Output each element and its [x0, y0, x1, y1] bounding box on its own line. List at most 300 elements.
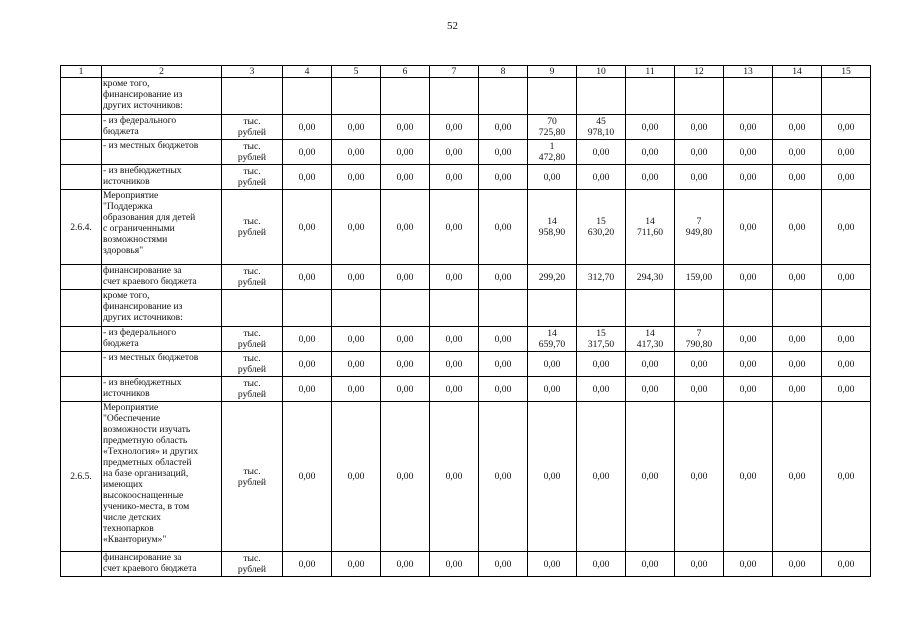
- value-line: 725,80: [538, 127, 566, 138]
- row-name-line: имеющих: [103, 479, 143, 490]
- value-cell: [724, 352, 773, 377]
- row-unit-line: рублей: [237, 364, 267, 375]
- value-cell: [626, 115, 675, 140]
- value-cell: [724, 377, 773, 402]
- value-line: 958,90: [538, 227, 566, 238]
- value-cell: [724, 290, 773, 327]
- row-code: [61, 290, 102, 327]
- value-cell: [724, 78, 773, 115]
- row-code: [61, 327, 102, 352]
- row-code: [61, 265, 102, 290]
- value-line: 0,00: [494, 333, 512, 345]
- value-cell: [332, 377, 381, 402]
- row-name-line: ученико-места, в том: [103, 501, 190, 512]
- row-name-line: кроме того,: [103, 290, 150, 301]
- row-name-line: высокооснащенные: [103, 490, 184, 501]
- value-cell: [626, 352, 675, 377]
- value-line: 0,00: [739, 146, 757, 158]
- value-line: 0,00: [445, 383, 463, 395]
- table-row: [61, 78, 871, 115]
- value-line: 0,00: [641, 558, 659, 570]
- row-name-line: предметных областей: [103, 457, 192, 468]
- value-cell: [577, 78, 626, 115]
- value-cell: [675, 352, 724, 377]
- value-line: 0,00: [788, 358, 806, 370]
- value-line: 14: [645, 216, 655, 227]
- row-name: [102, 265, 222, 290]
- row-unit: [222, 352, 283, 377]
- value-line: 0,00: [837, 358, 855, 370]
- value-line: 0,00: [837, 383, 855, 395]
- value-cell: [381, 352, 430, 377]
- value-cell: [479, 165, 528, 190]
- value-cell: [479, 265, 528, 290]
- value-cell: [773, 140, 822, 165]
- value-line: 0,00: [788, 146, 806, 158]
- value-cell: [332, 78, 381, 115]
- value-cell: [381, 115, 430, 140]
- row-name-line: возможности изучать: [103, 424, 191, 435]
- value-cell: [724, 190, 773, 265]
- value-cell: [675, 115, 724, 140]
- column-header: 12: [675, 66, 724, 78]
- value-cell: [577, 402, 626, 552]
- value-cell: [332, 327, 381, 352]
- row-name-line: - из федерального: [103, 115, 177, 126]
- value-cell: [577, 165, 626, 190]
- value-line: 0,00: [347, 146, 365, 158]
- value-cell: [822, 165, 871, 190]
- value-line: 0,00: [494, 358, 512, 370]
- value-cell: [381, 190, 430, 265]
- value-cell: [822, 402, 871, 552]
- value-cell: [528, 290, 577, 327]
- value-line: 0,00: [837, 146, 855, 158]
- value-cell: [283, 115, 332, 140]
- value-line: 0,00: [445, 221, 463, 233]
- row-code: [61, 140, 102, 165]
- row-name: [102, 190, 222, 265]
- value-cell: [675, 327, 724, 352]
- table-row: [61, 327, 871, 352]
- value-line: 0,00: [298, 146, 316, 158]
- value-line: 0,00: [494, 271, 512, 283]
- value-line: 0,00: [445, 121, 463, 133]
- value-line: 0,00: [690, 171, 708, 183]
- value-line: 0,00: [739, 383, 757, 395]
- value-line: 0,00: [396, 121, 414, 133]
- value-cell: [528, 115, 577, 140]
- value-cell: [675, 552, 724, 577]
- row-unit-line: рублей: [237, 339, 267, 350]
- column-header: 14: [773, 66, 822, 78]
- value-cell: [283, 552, 332, 577]
- value-cell: [528, 377, 577, 402]
- value-line: 0,00: [788, 558, 806, 570]
- row-unit: [222, 165, 283, 190]
- row-name-line: других источников:: [103, 312, 183, 323]
- value-cell: [773, 402, 822, 552]
- value-cell: [675, 265, 724, 290]
- value-line: 0,00: [396, 471, 414, 482]
- row-name-line: бюджета: [103, 338, 139, 349]
- value-line: 0,00: [739, 471, 757, 482]
- row-unit: [222, 552, 283, 577]
- column-header: 2: [102, 66, 222, 78]
- value-cell: [773, 265, 822, 290]
- value-cell: [479, 78, 528, 115]
- value-cell: [724, 552, 773, 577]
- row-name: [102, 402, 222, 552]
- value-cell: [822, 78, 871, 115]
- value-cell: [675, 165, 724, 190]
- table-row: [61, 140, 871, 165]
- value-line: 15: [596, 328, 606, 339]
- value-line: 0,00: [641, 121, 659, 133]
- value-cell: [381, 290, 430, 327]
- value-cell: [773, 78, 822, 115]
- value-line: 0,00: [690, 383, 708, 395]
- value-line: 0,00: [837, 471, 855, 482]
- value-cell: [773, 115, 822, 140]
- value-cell: [822, 290, 871, 327]
- value-cell: [822, 115, 871, 140]
- column-header: 10: [577, 66, 626, 78]
- value-cell: [332, 352, 381, 377]
- row-unit-line: рублей: [237, 564, 267, 575]
- row-unit-line: рублей: [237, 177, 267, 188]
- table-row: [61, 352, 871, 377]
- row-code: [61, 78, 102, 115]
- value-line: 0,00: [739, 358, 757, 370]
- row-name-line: с ограниченными: [103, 223, 175, 234]
- value-line: 0,00: [445, 333, 463, 345]
- value-line: 0,00: [739, 171, 757, 183]
- value-line: 0,00: [788, 333, 806, 345]
- value-cell: [773, 165, 822, 190]
- value-cell: [577, 327, 626, 352]
- value-line: 0,00: [298, 221, 316, 233]
- value-cell: [773, 190, 822, 265]
- value-cell: [381, 78, 430, 115]
- value-line: 0,00: [739, 121, 757, 133]
- row-name-line: источников: [103, 388, 150, 399]
- row-unit-line: рублей: [237, 389, 267, 400]
- value-cell: [528, 265, 577, 290]
- value-cell: [430, 190, 479, 265]
- value-cell: [626, 402, 675, 552]
- row-unit: [222, 115, 283, 140]
- row-unit: [222, 140, 283, 165]
- value-line: 0,00: [837, 171, 855, 183]
- value-line: 0,00: [788, 271, 806, 283]
- value-cell: [822, 377, 871, 402]
- row-code: [61, 115, 102, 140]
- column-header: 5: [332, 66, 381, 78]
- value-line: 0,00: [788, 171, 806, 183]
- row-name: [102, 78, 222, 115]
- value-line: 0,00: [788, 383, 806, 395]
- value-cell: [773, 352, 822, 377]
- value-line: 0,00: [837, 333, 855, 345]
- value-line: 630,20: [587, 227, 615, 238]
- row-unit-line: рублей: [237, 476, 267, 488]
- value-line: 0,00: [347, 121, 365, 133]
- row-unit-line: тыс.: [243, 353, 261, 364]
- row-name-line: финансирование за: [103, 552, 182, 563]
- value-cell: [381, 552, 430, 577]
- value-cell: [724, 265, 773, 290]
- row-name-line: - из внебюджетных: [103, 377, 182, 388]
- value-cell: [283, 165, 332, 190]
- value-line: 0,00: [641, 146, 659, 158]
- row-name-line: здоровья": [103, 245, 144, 256]
- value-cell: [675, 190, 724, 265]
- row-name-line: предметную область: [103, 435, 188, 446]
- row-name-line: Мероприятие: [103, 190, 159, 201]
- value-line: 0,00: [592, 146, 610, 158]
- value-line: 0,00: [592, 558, 610, 570]
- value-cell: [528, 327, 577, 352]
- row-name-line: счет краевого бюджета: [103, 276, 197, 287]
- value-cell: [577, 265, 626, 290]
- row-name-line: "Поддержка: [103, 201, 153, 212]
- value-line: 0,00: [739, 558, 757, 570]
- value-line: 0,00: [298, 558, 316, 570]
- row-name: [102, 377, 222, 402]
- value-line: 0,00: [592, 358, 610, 370]
- row-unit-line: рублей: [237, 127, 267, 138]
- value-cell: [479, 327, 528, 352]
- value-cell: [675, 377, 724, 402]
- value-line: 0,00: [543, 558, 561, 570]
- value-line: 0,00: [592, 471, 610, 482]
- row-name: [102, 327, 222, 352]
- value-cell: [479, 140, 528, 165]
- value-line: 14: [645, 328, 655, 339]
- value-line: 0,00: [298, 358, 316, 370]
- value-line: 0,00: [298, 333, 316, 345]
- value-cell: [283, 402, 332, 552]
- value-cell: [283, 327, 332, 352]
- value-cell: [773, 290, 822, 327]
- value-line: 0,00: [298, 383, 316, 395]
- value-cell: [332, 165, 381, 190]
- value-cell: [528, 552, 577, 577]
- value-line: 0,00: [592, 383, 610, 395]
- value-line: 312,70: [587, 271, 615, 283]
- value-line: 0,00: [690, 471, 708, 482]
- table-body: [61, 78, 871, 577]
- row-code: [61, 165, 102, 190]
- value-cell: [283, 190, 332, 265]
- value-line: 0,00: [347, 171, 365, 183]
- value-cell: [724, 327, 773, 352]
- value-line: 0,00: [739, 271, 757, 283]
- value-line: 0,00: [396, 558, 414, 570]
- value-line: 0,00: [396, 146, 414, 158]
- value-line: 0,00: [690, 358, 708, 370]
- value-cell: [430, 290, 479, 327]
- budget-table: [60, 65, 871, 577]
- row-name: [102, 290, 222, 327]
- value-cell: [528, 190, 577, 265]
- value-line: 0,00: [837, 121, 855, 133]
- row-code: [61, 377, 102, 402]
- value-cell: [773, 327, 822, 352]
- value-cell: [430, 115, 479, 140]
- value-cell: [626, 78, 675, 115]
- value-line: 299,20: [538, 271, 566, 283]
- value-line: 0,00: [641, 383, 659, 395]
- row-unit-line: тыс.: [243, 328, 261, 339]
- value-cell: [332, 115, 381, 140]
- value-cell: [479, 352, 528, 377]
- value-line: 0,00: [298, 171, 316, 183]
- header-row: [61, 66, 871, 78]
- value-cell: [822, 327, 871, 352]
- row-unit: [222, 290, 283, 327]
- row-unit: [222, 78, 283, 115]
- value-line: 0,00: [347, 271, 365, 283]
- value-cell: [577, 352, 626, 377]
- value-cell: [626, 552, 675, 577]
- value-line: 0,00: [641, 358, 659, 370]
- value-cell: [381, 327, 430, 352]
- value-cell: [332, 140, 381, 165]
- column-header: 1: [61, 66, 102, 78]
- row-name-line: «Технология» и других: [103, 446, 199, 457]
- value-cell: [626, 165, 675, 190]
- value-line: 472,80: [538, 152, 566, 163]
- value-cell: [283, 290, 332, 327]
- value-line: 0,00: [641, 171, 659, 183]
- value-cell: [283, 140, 332, 165]
- value-line: 0,00: [543, 358, 561, 370]
- row-name-line: счет краевого бюджета: [103, 563, 197, 574]
- value-cell: [381, 377, 430, 402]
- row-name: [102, 552, 222, 577]
- value-line: 0,00: [396, 271, 414, 283]
- row-name-line: бюджета: [103, 126, 139, 137]
- value-line: 317,50: [587, 339, 615, 350]
- value-cell: [626, 265, 675, 290]
- value-line: 711,60: [636, 227, 664, 238]
- column-header: 15: [822, 66, 871, 78]
- value-cell: [381, 265, 430, 290]
- value-line: 0,00: [494, 121, 512, 133]
- value-line: 790,80: [685, 339, 713, 350]
- value-cell: [626, 377, 675, 402]
- value-cell: [479, 552, 528, 577]
- value-cell: [430, 78, 479, 115]
- row-name-line: - из местных бюджетов: [103, 352, 199, 363]
- row-name-line: - из местных бюджетов: [103, 140, 199, 151]
- row-name-line: возможностями: [103, 234, 168, 245]
- value-line: 0,00: [690, 121, 708, 133]
- value-line: 0,00: [298, 121, 316, 133]
- table-row: [61, 115, 871, 140]
- value-cell: [528, 78, 577, 115]
- value-cell: [577, 377, 626, 402]
- column-header: 11: [626, 66, 675, 78]
- table-row: [61, 265, 871, 290]
- value-cell: [332, 190, 381, 265]
- row-name-line: «Кванториум»": [103, 534, 167, 545]
- row-name: [102, 352, 222, 377]
- value-line: 0,00: [739, 221, 757, 233]
- value-cell: [626, 290, 675, 327]
- row-name: [102, 115, 222, 140]
- value-cell: [430, 140, 479, 165]
- row-code: [61, 352, 102, 377]
- value-cell: [479, 115, 528, 140]
- value-line: 0,00: [396, 358, 414, 370]
- value-cell: [430, 352, 479, 377]
- value-cell: [283, 352, 332, 377]
- value-cell: [332, 402, 381, 552]
- value-cell: [430, 402, 479, 552]
- row-name-line: финансирование из: [103, 89, 183, 100]
- row-unit-line: тыс.: [243, 166, 261, 177]
- value-line: 0,00: [445, 558, 463, 570]
- value-cell: [724, 165, 773, 190]
- value-line: 0,00: [690, 146, 708, 158]
- row-name-line: образования для детей: [103, 212, 196, 223]
- row-name-line: Мероприятие: [103, 402, 159, 413]
- value-cell: [430, 165, 479, 190]
- row-name: [102, 140, 222, 165]
- value-line: 0,00: [347, 558, 365, 570]
- value-line: 0,00: [788, 471, 806, 482]
- value-cell: [577, 290, 626, 327]
- value-cell: [822, 352, 871, 377]
- value-cell: [332, 265, 381, 290]
- value-line: 0,00: [445, 171, 463, 183]
- page-number: 52: [447, 20, 458, 32]
- row-unit-line: рублей: [237, 152, 267, 163]
- value-cell: [479, 190, 528, 265]
- value-line: 0,00: [396, 383, 414, 395]
- value-cell: [577, 190, 626, 265]
- value-line: 0,00: [592, 171, 610, 183]
- value-cell: [479, 402, 528, 552]
- column-header: 8: [479, 66, 528, 78]
- row-name-line: "Обеспечение: [103, 413, 161, 424]
- column-header: 6: [381, 66, 430, 78]
- row-unit-line: тыс.: [243, 378, 261, 389]
- row-name-line: финансирование за: [103, 265, 182, 276]
- value-line: 0,00: [494, 471, 512, 482]
- value-cell: [822, 190, 871, 265]
- value-cell: [577, 115, 626, 140]
- value-line: 0,00: [543, 471, 561, 482]
- column-header: 13: [724, 66, 773, 78]
- row-unit-line: тыс.: [243, 141, 261, 152]
- value-cell: [430, 327, 479, 352]
- value-cell: [479, 377, 528, 402]
- value-cell: [675, 78, 724, 115]
- value-line: 0,00: [445, 471, 463, 482]
- value-line: 0,00: [837, 558, 855, 570]
- row-unit: [222, 190, 283, 265]
- row-unit: [222, 265, 283, 290]
- value-cell: [822, 140, 871, 165]
- row-unit: [222, 377, 283, 402]
- value-cell: [528, 165, 577, 190]
- value-line: 0,00: [788, 221, 806, 233]
- value-line: 417,30: [636, 339, 664, 350]
